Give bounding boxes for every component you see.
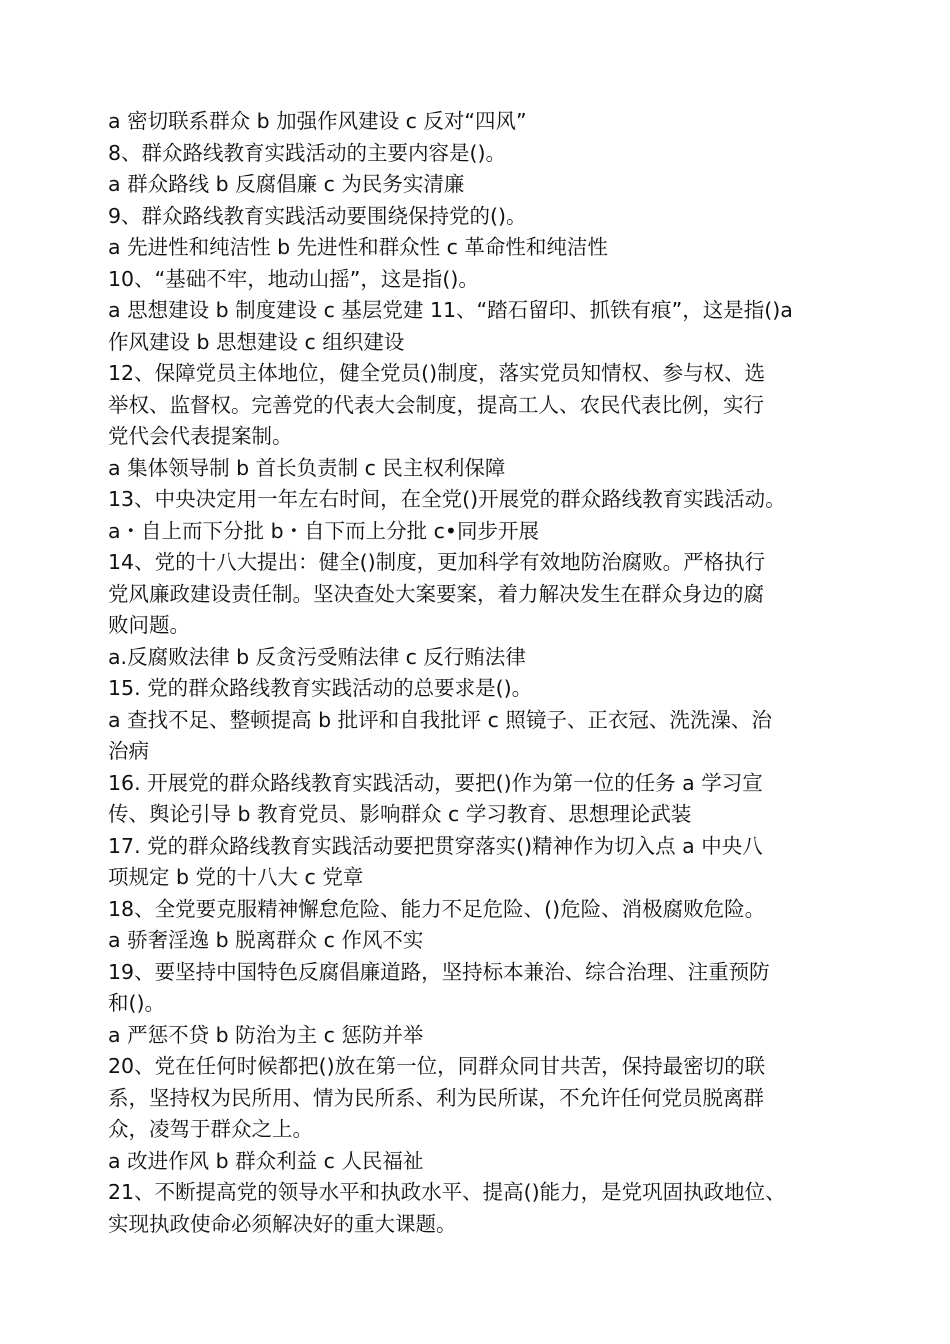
text-line: 21、不断提高党的领导水平和执政水平、提高()能力，是党巩固执政地位、 [108, 1180, 786, 1204]
text-line: a 骄奢淫逸 b 脱离群众 c 作风不实 [108, 928, 424, 952]
text-line: 20、党在任何时候都把()放在第一位，同群众同甘共苦，保持最密切的联 [108, 1054, 766, 1078]
text-line: a 密切联系群众 b 加强作风建设 c 反对“四风” [108, 109, 527, 133]
text-line: 举权、监督权。完善党的代表大会制度，提高工人、农民代表比例，实行 [108, 392, 764, 417]
text-line: a 思想建设 b 制度建设 c 基层党建 11、“踏石留印、抓铁有痕”，这是指()a [108, 298, 793, 322]
text-line: 众，凌驾于群众之上。 [108, 1117, 313, 1141]
text-line: 实现执政使命必须解决好的重大课题。 [108, 1211, 457, 1236]
text-line: 8、群众路线教育实践活动的主要内容是()。 [108, 140, 507, 165]
text-line: 项规定 b 党的十八大 c 党章 [108, 865, 364, 889]
text-line: a 群众路线 b 反腐倡廉 c 为民务实清廉 [108, 172, 465, 196]
text-line: a 改进作风 b 群众利益 c 人民福祉 [108, 1148, 424, 1173]
text-line: 治病 [108, 739, 149, 763]
document-body [108, 106, 878, 1240]
text-line: 系，坚持权为民所用、情为民所系、利为民所谋，不允许任何党员脱离群 [108, 1085, 764, 1110]
text-line: 18、全党要克服精神懈怠危险、能力不足危险、()危险、消极腐败危险。 [108, 896, 766, 921]
text-line: 传、舆论引导 b 教育党员、影响群众 c 学习教育、思想理论武装 [108, 802, 692, 826]
text-line: a 严惩不贷 b 防治为主 c 惩防并举 [108, 1022, 424, 1047]
text-line: 作风建设 b 思想建设 c 组织建设 [108, 329, 405, 354]
text-line: 15. 党的群众路线教育实践活动的总要求是()。 [108, 676, 533, 700]
text-line: a 查找不足、整顿提高 b 批评和自我批评 c 照镜子、正衣冠、洗洗澡、治 [108, 707, 772, 732]
text-line: a.反腐败法律 b 反贪污受贿法律 c 反行贿法律 [108, 644, 526, 669]
text-line: 12、保障党员主体地位，健全党员()制度，落实党员知情权、参与权、选 [108, 361, 766, 385]
text-line: 败问题。 [108, 613, 190, 637]
text-line: 9、群众路线教育实践活动要围绕保持党的()。 [108, 203, 527, 228]
text-line: 13、中央决定用一年左右时间，在全党()开展党的群众路线教育实践活动。 [108, 487, 786, 511]
text-line: 16. 开展党的群众路线教育实践活动，要把()作为第一位的任务 a 学习宣 [108, 770, 763, 795]
text-line: 17. 党的群众路线教育实践活动要把贯穿落实()精神作为切入点 a 中央八 [108, 833, 763, 858]
text-line: a 先进性和纯洁性 b 先进性和群众性 c 革命性和纯洁性 [108, 235, 608, 259]
text-line: a 集体领导制 b 首长负责制 c 民主权利保障 [108, 455, 506, 480]
text-line: 和()。 [108, 991, 165, 1015]
text-line: 党风廉政建设责任制。坚决查处大案要案，着力解决发生在群众身边的腐 [108, 581, 764, 606]
text-line: a・自上而下分批 b・自下而上分批 c•同步开展 [108, 518, 539, 543]
text-line: 19、要坚持中国特色反腐倡廉道路，坚持标本兼治、综合治理、注重预防 [108, 959, 770, 984]
text-line: 党代会代表提案制。 [108, 424, 293, 448]
text-line: 14、党的十八大提出：健全()制度，更加科学有效地防治腐败。严格执行 [108, 550, 766, 574]
text-line: 10、“基础不牢，地动山摇”，这是指()。 [108, 266, 479, 291]
